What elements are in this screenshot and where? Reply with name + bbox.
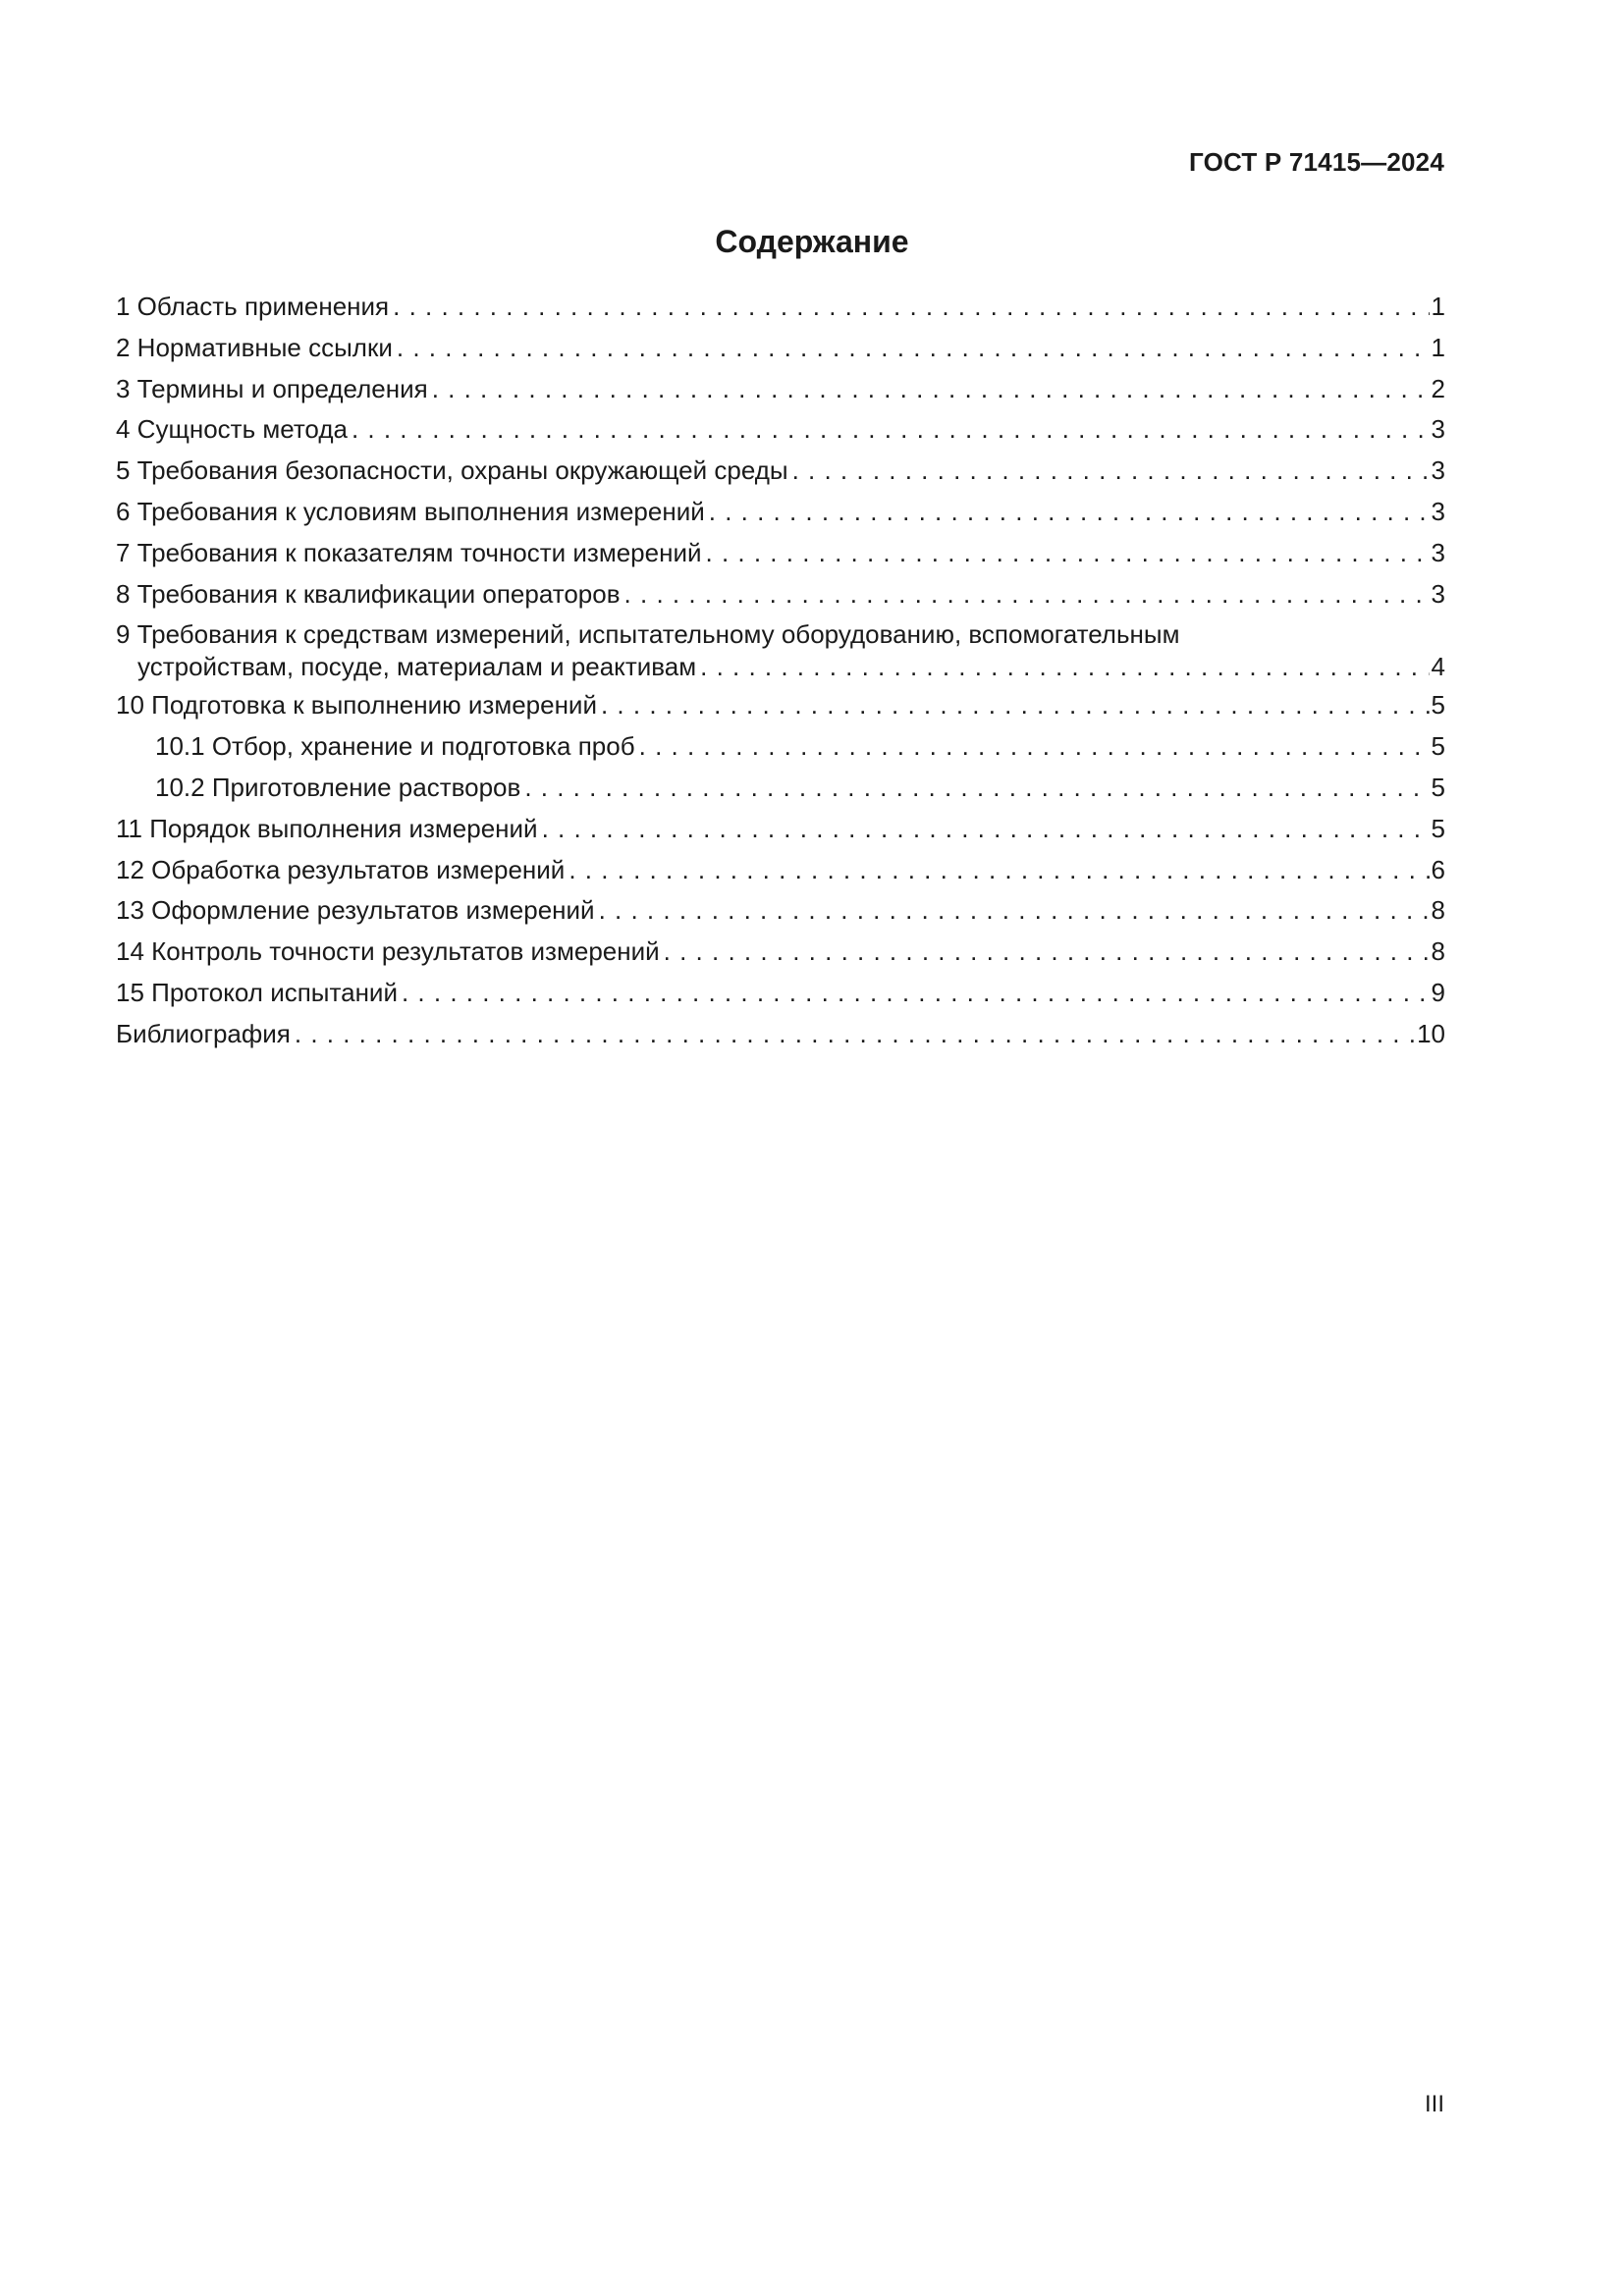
toc-entry-page: 5	[1431, 690, 1445, 721]
toc-dot-leader	[599, 890, 1430, 932]
toc-entry-page: 3	[1431, 455, 1445, 486]
toc-entry-label: 4 Сущность метода	[116, 414, 348, 445]
toc-entry-continuation	[116, 651, 1445, 683]
toc-entry-page: 4	[1431, 652, 1445, 682]
toc-dot-leader	[295, 1014, 1415, 1055]
toc-entry-page: 10	[1417, 1018, 1445, 1048]
toc-entry-label: 10.2 Приготовление растворов	[155, 772, 521, 802]
toc-entry-label: 14 Контроль точности результатов измерений	[116, 936, 660, 967]
toc-entry-label: 11 Порядок выполнения измерений	[116, 813, 538, 843]
toc-dot-leader	[639, 726, 1430, 768]
toc-entry-page: 5	[1431, 772, 1445, 802]
toc-entry[interactable]	[116, 369, 1445, 410]
toc-entry[interactable]	[116, 287, 1445, 328]
toc-entry-label: 2 Нормативные ссылки	[116, 332, 393, 362]
toc-entry[interactable]	[116, 1014, 1445, 1055]
toc-dot-leader	[792, 451, 1430, 492]
toc-entry-label: 8 Требования к квалификации операторов	[116, 578, 621, 609]
toc-dot-leader	[402, 973, 1430, 1014]
toc-entry-page: 2	[1431, 373, 1445, 403]
toc-dot-leader	[706, 533, 1430, 574]
toc-entry-label: 5 Требования безопасности, охраны окружающей среды	[116, 455, 788, 486]
toc-entry-label: 15 Протокол испытаний	[116, 977, 398, 1007]
toc-entry-page: 5	[1431, 731, 1445, 762]
toc-entry-label: Библиография	[116, 1018, 291, 1048]
toc-entry-label: 3 Термины и определения	[116, 373, 428, 403]
toc-entry-label: 10 Подготовка к выполнению измерений	[116, 690, 597, 721]
toc-entry-page: 3	[1431, 537, 1445, 567]
toc-entry-page: 1	[1431, 332, 1445, 362]
toc-dot-leader	[524, 768, 1429, 809]
toc-entry[interactable]	[116, 850, 1445, 891]
toc-entry-label: 1 Область применения	[116, 292, 390, 321]
toc-entry-page: 3	[1431, 496, 1445, 526]
toc-entry[interactable]	[116, 973, 1445, 1014]
toc-dot-leader	[393, 287, 1429, 328]
toc-entry-label: 6 Требования к условиям выполнения измерений	[116, 496, 705, 526]
toc-entry-page: 3	[1431, 414, 1445, 445]
toc-dot-leader	[568, 850, 1429, 891]
toc-entry[interactable]	[116, 932, 1445, 973]
toc-entry-label: 10.1 Отбор, хранение и подготовка проб	[155, 731, 635, 762]
toc-entry-label: 7 Требования к показателям точности измерений	[116, 537, 702, 567]
toc-subentry[interactable]	[116, 726, 1445, 768]
toc-entry-page: 3	[1431, 578, 1445, 609]
toc-entry[interactable]	[116, 685, 1445, 726]
toc-entry[interactable]	[116, 492, 1445, 533]
toc-entry-label: 13 Оформление результатов измерений	[116, 895, 595, 926]
toc-title: Содержание	[715, 224, 909, 259]
toc-entry-label-line2: устройствам, посуде, материалам и реактивам	[137, 652, 697, 682]
toc-entry-page: 6	[1431, 854, 1445, 884]
toc-dot-leader	[601, 685, 1430, 726]
toc-entry[interactable]	[116, 409, 1445, 451]
toc-subentry[interactable]	[116, 768, 1445, 809]
toc-entry[interactable]	[116, 809, 1445, 850]
toc-dot-leader	[700, 651, 1429, 683]
toc-dot-leader	[397, 328, 1430, 369]
toc-entry-label: 12 Обработка результатов измерений	[116, 854, 566, 884]
toc-entry[interactable]	[116, 890, 1445, 932]
page-number: III	[1424, 2091, 1444, 2117]
toc-entry-page: 9	[1431, 977, 1445, 1007]
toc-entry[interactable]	[116, 614, 1445, 685]
toc-entry-label-line1: 9 Требования к средствам измерений, испытательному оборудованию, вспомогательным	[116, 619, 1180, 650]
toc-entry[interactable]	[116, 328, 1445, 369]
toc-dot-leader	[352, 409, 1430, 451]
toc-entry-page: 1	[1431, 292, 1445, 321]
table-of-contents	[116, 287, 1445, 1055]
toc-dot-leader	[432, 369, 1430, 410]
toc-entry-page: 5	[1431, 813, 1445, 843]
toc-dot-leader	[542, 809, 1430, 850]
toc-dot-leader	[709, 492, 1430, 533]
toc-dot-leader	[664, 932, 1430, 973]
toc-entry[interactable]	[116, 533, 1445, 574]
toc-entry[interactable]	[116, 574, 1445, 615]
toc-entry-page: 8	[1431, 936, 1445, 967]
document-code: ГОСТ Р 71415—2024	[1189, 147, 1444, 177]
toc-entry-page: 8	[1431, 895, 1445, 926]
toc-dot-leader	[624, 574, 1430, 615]
toc-entry[interactable]	[116, 451, 1445, 492]
